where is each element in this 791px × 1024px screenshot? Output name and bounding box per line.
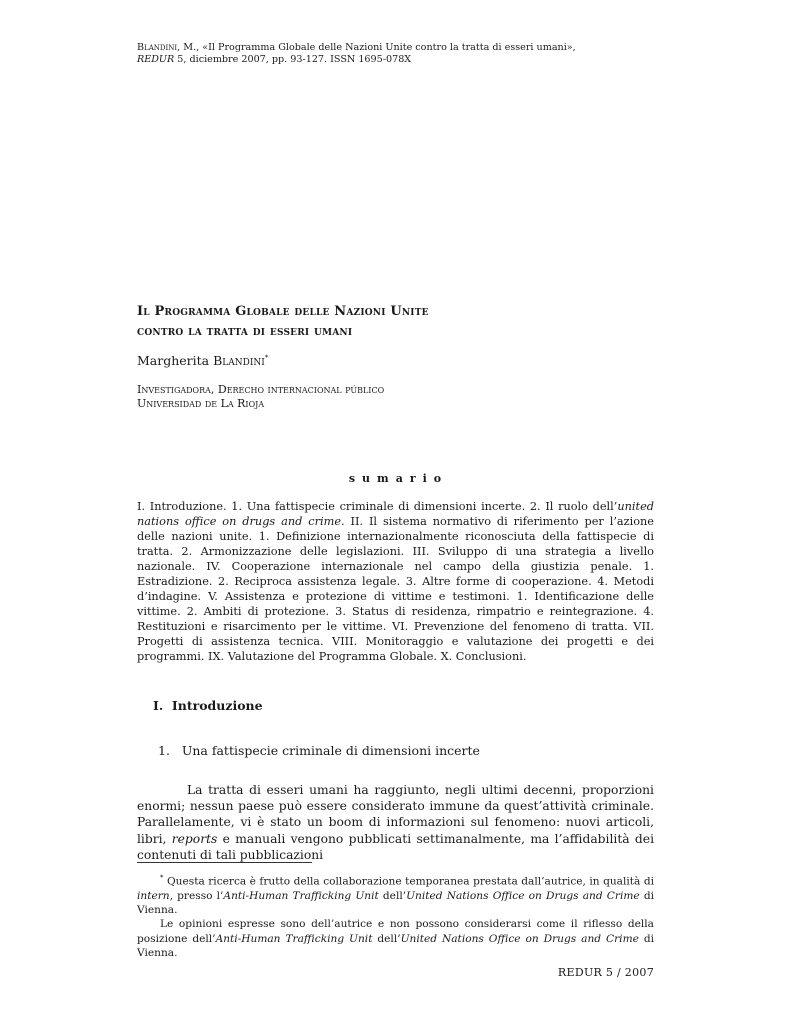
sumario-part-1: I. Introduzione. 1. Una fattispecie criminale di dimensioni incerte. 2. Il ruolo dell’ [137,500,618,513]
affiliation-line-1: Investigadora, Derecho internacional público [137,383,385,396]
author-affiliation [137,383,384,411]
body-paragraph [137,782,654,863]
footnote-italic: United Nations Office on Drugs and Crime [400,932,639,945]
footnotes [137,871,654,960]
sumario-italic: united nations office on drugs and crime [137,500,654,528]
footnote-1 [137,871,654,917]
footnote-text: dell’ [378,889,407,902]
citation-line-2 [137,54,576,66]
body-paragraph-1 [137,782,654,863]
footnote-text: Questa ricerca è frutto della collaborazione temporanea prestata dall’autrice, in qualità di [163,875,654,888]
article-title-line-2: contro la tratta di esseri umani [137,324,353,339]
footnote-italic: Anti-Human Trafficking Unit [215,932,373,945]
subsection-heading: 1. Una fattispecie criminale di dimensioni incerte [158,743,480,758]
citation-line-1 [137,42,576,54]
article-title [137,302,429,342]
citation-line-2-rest: 5, diciembre 2007, pp. 93-127. ISSN 1695-078X [174,54,412,65]
citation-author: Blandini [137,42,178,53]
footnote-mark: * [160,874,164,882]
footnote-italic: intern [137,889,170,902]
author-last-name: Blandini [213,353,265,369]
footnote-text: Le opinioni espresse sono dell’autrice e non possono considerarsi come il riflesso della posizione dell’ [137,918,654,945]
section-heading-introduzione: I. Introduzione [153,698,263,713]
citation-journal: REDUR [137,54,175,65]
footnote-italic: Anti-Human Trafficking Unit [223,889,379,902]
page-footer: REDUR 5 / 2007 [557,966,654,979]
footnote-1-continued [137,917,654,960]
author-first-name: Margherita [137,353,214,369]
author-name [137,350,268,369]
sumario-part-2: . II. Il sistema normativo di riferimento per l’azione delle nazioni unite. 1. Definizione internazionalmente riconosciuta della fattispecie di tratta. 2. Armonizzazione delle legislazioni. III. Sviluppo di una strategia a livello nazionale. IV. Cooperazione internazionale nel campo della giustizia penale. 1. Estradizione. 2. Reciproca assistenza legale. 3. Altre forme di cooperazione. 4. Metodi d’indagine. V. Assistenza e protezione di vittime e testimoni. 1. Identificazione delle vittime. 2. Ambiti di protezione. 3. Status di residenza, rimpatrio e reintegrazione. 4. Restituzioni e risarcimento per le vittime. VI. Prevenzione del fenomeno di tratta. VII. Progetti di assistenza tecnica. VIII. Monitoraggio e valutazione dei progetti e dei programmi. IX. Valutazione del Programma Globale. X. Conclusioni. [137,515,654,663]
citation-line-1-rest: , M., «Il Programma Globale delle Nazioni Unite contro la tratta di esseri umani», [177,42,576,53]
article-title-line-1: Il Programma Globale delle Nazioni Unite [137,304,429,319]
sumario-text [137,499,654,664]
sumario-heading: sumario [348,472,449,485]
body-text-2: e manuali vengono pubblicati settimanalmente, ma l’affidabilità dei contenuti di tali pubblicazioni [137,831,655,862]
footnote-text: di Vienna. [137,889,654,917]
footnote-text: , presso l’ [169,889,224,902]
footnote-text: dell’ [372,932,401,945]
body-text-1: La tratta di esseri umani ha raggiunto, negli ultimi decenni, proporzioni enormi; nessun paese può essere considerato immune da quest’attività criminale. Parallelamente, vi è stato un boom di informazioni sul fenomeno: nuovi articoli, libri, [137,783,654,846]
body-italic-reports: reports [171,831,218,846]
author-footnote-mark[interactable]: * [264,354,269,362]
affiliation-line-2: Universidad de La Rioja [137,397,265,410]
footnote-divider [137,862,312,863]
citation-header [137,42,576,66]
footnote-italic: United Nations Office on Drugs and Crime [406,889,640,902]
footnote-text: di Vienna. [137,932,654,960]
